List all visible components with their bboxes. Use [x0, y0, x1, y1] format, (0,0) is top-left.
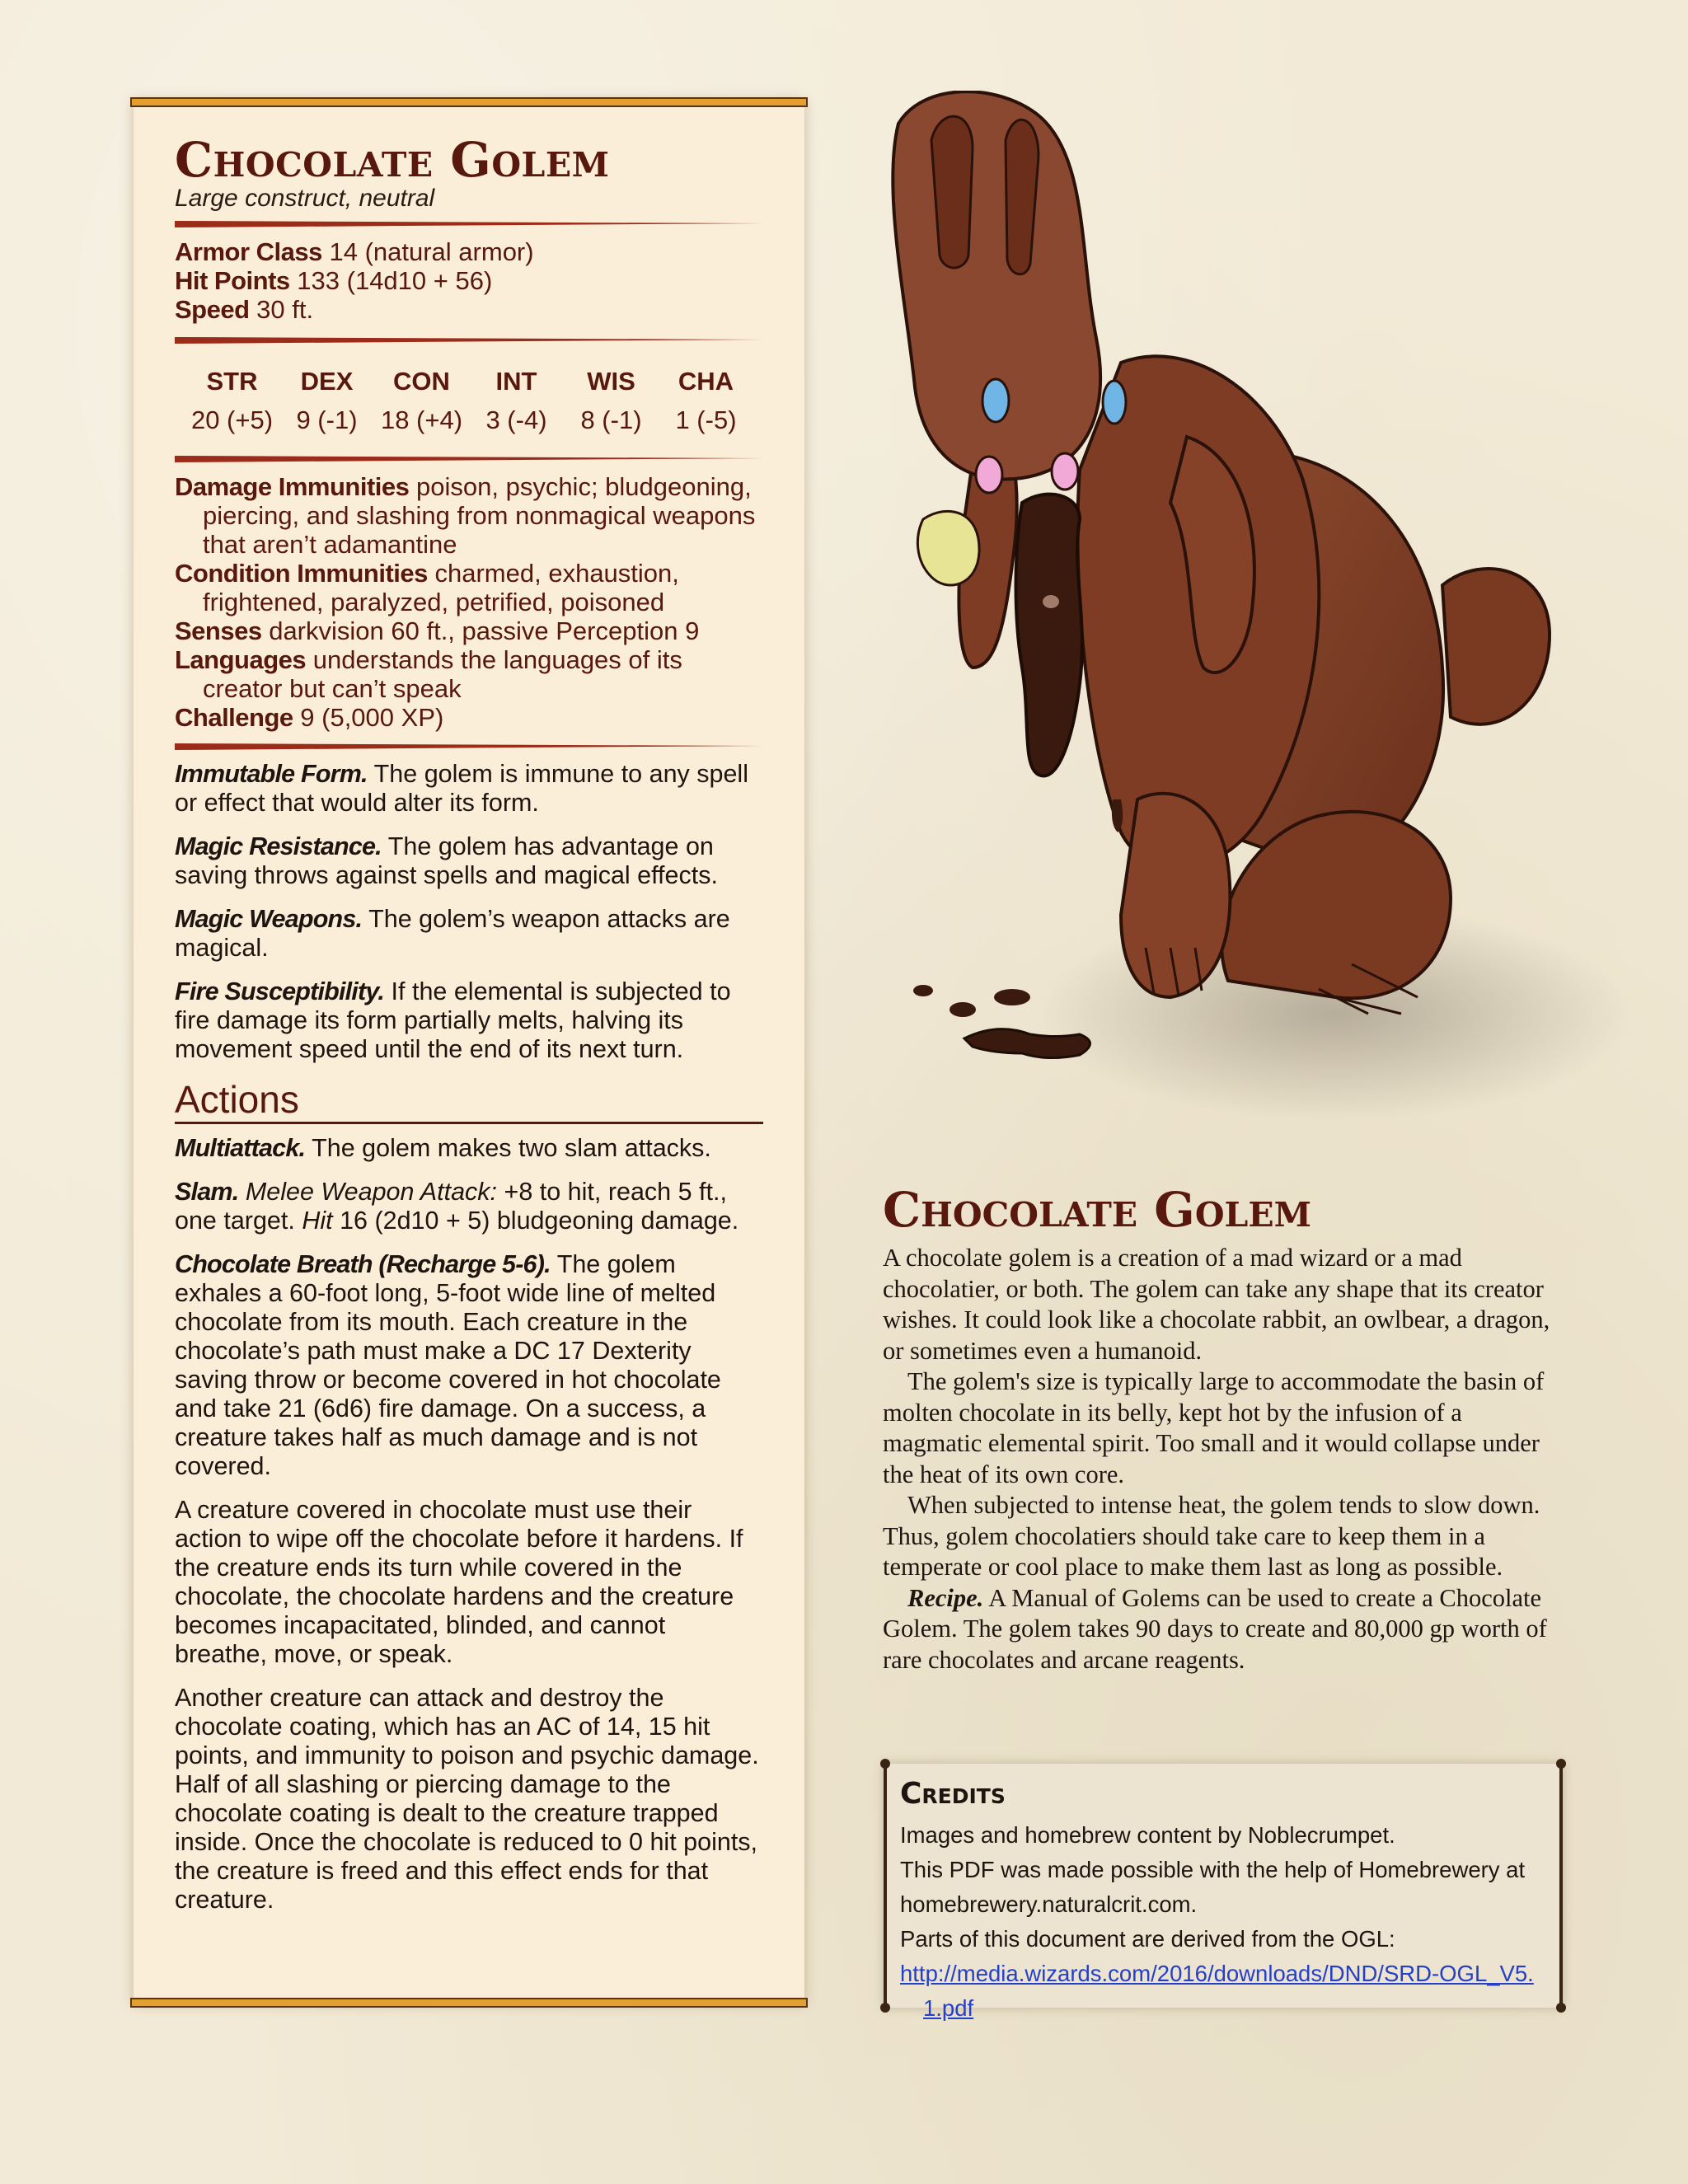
ability-score: 1 (-5) — [675, 405, 737, 434]
challenge-label: Challenge — [175, 703, 293, 732]
chocolate-drop — [913, 985, 933, 996]
trait-text: The golem’s weapon attacks are magical. — [175, 905, 730, 962]
chocolate-drop — [950, 1002, 976, 1017]
ability-name: INT — [495, 367, 537, 396]
ability-dex — [279, 365, 374, 443]
action-multiattack — [175, 1134, 763, 1163]
monster-name: Chocolate Golem — [175, 132, 610, 188]
ability-score: 3 (-4) — [485, 405, 547, 434]
action-name: Slam. — [175, 1178, 239, 1206]
credits-corner-knob — [880, 1759, 890, 1769]
ability-name: STR — [206, 367, 258, 396]
languages-value: understands the languages of its creator but can’t speak — [203, 645, 682, 703]
action-paragraph: A creature covered in chocolate must use their action to wipe off the chocolate before it hardens. If the creature ends its turn while covered in the chocolate, the chocolate hardens and the creature becomes incapacitated, blinded, and cannot breathe, move, or speak. — [175, 1496, 743, 1668]
action-damage: 16 (2d10 + 5) bludgeoning damage. — [340, 1207, 739, 1235]
bunny-eye — [1103, 381, 1126, 424]
credits-title: Credits — [900, 1777, 1006, 1811]
speed-value: 30 ft. — [256, 295, 314, 324]
description-title: Chocolate Golem — [883, 1182, 1312, 1238]
trait-text: The golem has advantage on saving throws against spells and magical effects. — [175, 832, 718, 889]
section-divider — [175, 448, 763, 472]
section-divider — [175, 735, 763, 760]
actions-heading: Actions — [175, 1079, 763, 1124]
credits-content — [900, 1775, 1535, 2026]
languages — [175, 645, 763, 703]
ability-cha — [659, 365, 753, 443]
section-divider — [175, 329, 763, 354]
monster-type: Large construct, neutral — [175, 185, 435, 212]
ability-name: DEX — [300, 367, 354, 396]
action-text: +8 to hit, reach 5 ft., one target. — [175, 1178, 727, 1235]
senses — [175, 616, 763, 645]
ability-name: CHA — [678, 367, 734, 396]
armor-class-label: Armor Class — [175, 237, 322, 266]
trait-text: If the elemental is subjected to fire damage its form partially melts, halving its movement speed until the end of its next turn. — [175, 977, 731, 1063]
credits-line: This PDF was made possible with the help of Homebrewery at homebrewery.naturalcrit.com. — [900, 1857, 1526, 1917]
stat-block-content — [175, 134, 763, 1929]
damage-immunities-value: poison, psychic; bludgeoning, piercing, and slashing from nonmagical weapons that aren’t adamantine — [203, 472, 756, 559]
ability-int — [469, 365, 564, 443]
damage-immunities — [175, 472, 763, 559]
credits-line: Parts of this document are derived from the OGL: — [900, 1926, 1395, 1952]
hit-points-value: 133 (14d10 + 56) — [297, 266, 493, 295]
description-paragraph: When subjected to intense heat, the golem tends to slow down. Thus, golem chocolatiers should take care to keep them in a temperate or cool place to make them last as long as possible. — [883, 1491, 1540, 1581]
ability-scores — [175, 360, 763, 448]
bunny-bow — [917, 511, 979, 585]
description — [883, 1180, 1550, 1675]
stat-block-bottom-border — [130, 1998, 808, 2008]
recipe-paragraph — [883, 1583, 1550, 1676]
bunny-front-leg — [1121, 794, 1230, 997]
credits-corner-knob — [1556, 1759, 1566, 1769]
action-text: The golem exhales a 60-foot long, 5-foot wide line of melted chocolate from its mouth. Each creature in the chocolate’s path must make a DC 17 Dexterity saving throw or become covered in hot chocolate and take 21 (6d6) fire damage. On a success, a creature takes half as much damage and is not covered. — [175, 1250, 721, 1480]
credits-corner-knob — [880, 2003, 890, 2013]
ability-score: 20 (+5) — [190, 405, 274, 434]
armor-class — [175, 237, 763, 266]
condition-immunities — [175, 559, 763, 616]
chocolate-bunny-illustration — [874, 91, 1632, 1162]
trait-immutable-form — [175, 760, 763, 818]
ability-score: 9 (-1) — [296, 405, 358, 434]
hit-label: Hit — [302, 1207, 333, 1235]
ability-con — [374, 365, 469, 443]
trait-name: Immutable Form. — [175, 760, 368, 788]
bunny-tail — [1442, 569, 1550, 724]
challenge-value: 9 (5,000 XP) — [300, 703, 444, 732]
chocolate-breath-drip — [1016, 494, 1082, 776]
senses-value: darkvision 60 ft., passive Perception 9 — [269, 616, 700, 645]
condition-immunities-label: Condition Immunities — [175, 559, 428, 588]
trait-fire-susceptibility — [175, 977, 763, 1064]
trait-magic-resistance — [175, 832, 763, 890]
action-slam — [175, 1178, 763, 1235]
hit-points — [175, 266, 763, 295]
stat-block — [134, 101, 804, 2004]
credits-line: Images and homebrew content by Noblecrumpet. — [900, 1822, 1395, 1848]
bunny-cheek — [1052, 453, 1078, 490]
stat-block-top-border — [130, 97, 808, 107]
action-paragraph: Another creature can attack and destroy the chocolate coating, which has an AC of 14, 15 hit points, and immunity to poison and psychic damage. Half of all slashing or piercing damage to the chocolate coating is dealt to the creature trapped inside. Once the chocolate is reduced to 0 hit points, the creature is freed and this effect ends for that creature. — [175, 1684, 759, 1914]
credits-box — [884, 1764, 1563, 2021]
recipe-label: Recipe. — [907, 1583, 984, 1612]
trait-magic-weapons — [175, 905, 763, 963]
drip-highlight — [1043, 595, 1059, 608]
trait-name: Magic Resistance. — [175, 832, 382, 860]
action-chocolate-breath — [175, 1250, 763, 1481]
ability-score: 18 (+4) — [380, 405, 463, 434]
bunny-eye — [982, 379, 1009, 422]
ability-name: CON — [393, 367, 450, 396]
hit-points-label: Hit Points — [175, 266, 290, 295]
trait-text: The golem is immune to any spell or effect that would alter its form. — [175, 760, 748, 817]
ability-name: WIS — [587, 367, 635, 396]
senses-label: Senses — [175, 616, 262, 645]
ability-wis — [564, 365, 659, 443]
bunny-cheek — [976, 457, 1002, 493]
section-divider — [175, 213, 763, 237]
attack-type: Melee Weapon Attack: — [245, 1178, 498, 1206]
action-text: The golem makes two slam attacks. — [312, 1134, 711, 1162]
description-paragraph: The golem's size is typically large to accommodate the basin of molten chocolate in its belly, kept hot by the infusion of a magmatic elemental spirit. Too small and it would collapse under the heat of its own core. — [883, 1367, 1545, 1488]
description-paragraph: A chocolate golem is a creation of a mad wizard or a mad chocolatier, or both. The golem can take any shape that its creator wishes. It could look like a chocolate rabbit, an owlbear, a dragon, or sometimes even a humanoid. — [883, 1244, 1550, 1365]
trait-name: Magic Weapons. — [175, 905, 363, 933]
damage-immunities-label: Damage Immunities — [175, 472, 410, 501]
condition-immunities-value: charmed, exhaustion, frightened, paralyzed, petrified, poisoned — [203, 559, 679, 616]
speed-label: Speed — [175, 295, 250, 324]
action-name: Chocolate Breath (Recharge 5-6). — [175, 1250, 551, 1278]
speed — [175, 295, 763, 324]
challenge — [175, 703, 763, 732]
srd-link[interactable]: http://media.wizards.com/2016/downloads/DND/SRD-OGL_V5.1.pdf — [900, 1961, 1534, 2021]
ability-score: 8 (-1) — [580, 405, 642, 434]
chocolate-drop — [994, 989, 1030, 1005]
trait-name: Fire Susceptibility. — [175, 977, 385, 1005]
recipe-text: A Manual of Golems can be used to create a Chocolate Golem. The golem takes 90 days to create and 80,000 gp worth of rare chocolates and arcane reagents. — [883, 1583, 1547, 1674]
armor-class-value: 14 (natural armor) — [329, 237, 534, 266]
ability-str — [185, 365, 279, 443]
credits-corner-knob — [1556, 2003, 1566, 2013]
languages-label: Languages — [175, 645, 307, 674]
action-name: Multiattack. — [175, 1134, 306, 1162]
